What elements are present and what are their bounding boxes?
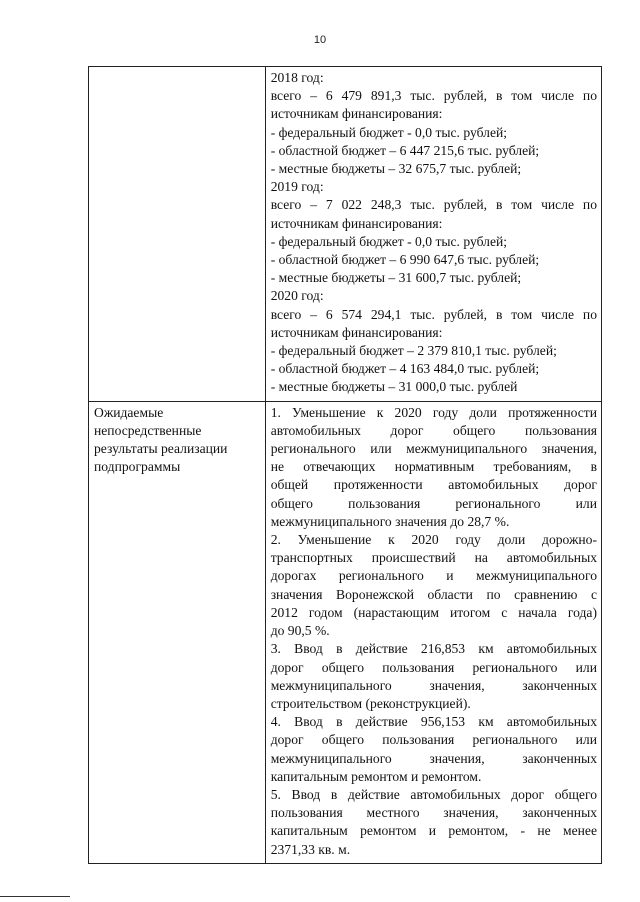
results-row: [89, 401, 602, 863]
result-line: 2. Уменьшение к 2020 году доли дорожно-: [270, 532, 597, 548]
funding-2020-sources: источникам финансирования:: [270, 324, 443, 340]
result-line: 5. Ввод в действие автомобильных дорог общего: [270, 786, 597, 802]
funding-2020-total: всего – 6 574 294,1 тыс. рублей, в том числе по: [270, 306, 597, 322]
funding-2018-sources: источникам финансирования:: [270, 106, 443, 122]
funding-2019-year: 2019 год:: [270, 179, 324, 195]
funding-2018-federal: - федеральный бюджет - 0,0 тыс. рублей;: [270, 124, 508, 140]
result-line: дорог общего пользования регионального или: [270, 732, 597, 748]
funding-2019-local: - местные бюджеты – 31 600,7 тыс. рублей;: [270, 270, 522, 286]
results-content-cell: [265, 401, 601, 863]
funding-2019-federal: - федеральный бюджет - 0,0 тыс. рублей;: [270, 233, 508, 249]
result-line: 1. Уменьшение к 2020 году доли протяженности: [270, 404, 597, 420]
funding-row: [89, 67, 602, 402]
funding-2018-local: - местные бюджеты – 32 675,7 тыс. рублей;: [270, 161, 522, 177]
result-item-4: [271, 713, 597, 786]
page-number: 10: [313, 34, 327, 46]
results-label-cell: [89, 401, 266, 863]
funding-label-cell: [89, 67, 266, 402]
result-line: межмуниципального значения, законченных: [270, 750, 597, 766]
funding-2020-federal: - федеральный бюджет – 2 379 810,1 тыс. рублей;: [270, 343, 557, 359]
result-line: транспортных происшествий на автомобильных: [270, 550, 597, 566]
funding-2019-regional: - областной бюджет – 6 990 647,6 тыс. рублей;: [270, 252, 540, 268]
result-line: межмуниципального значения до 28,7 %.: [270, 513, 510, 529]
result-line: общего пользования регионального или: [270, 495, 597, 511]
funding-2019-total: всего – 7 022 248,3 тыс. рублей, в том числе по: [270, 197, 597, 213]
result-item-1: [271, 404, 597, 531]
result-line: дорог общего пользования регионального или: [270, 659, 597, 675]
result-line: не отвечающих нормативным требованиям, в: [270, 459, 597, 475]
subprogram-passport-table: [88, 66, 602, 864]
result-line: общей протяженности автомобильных дорог: [270, 477, 597, 493]
result-line: 2371,33 кв. м.: [270, 841, 351, 857]
footer-rule: [0, 896, 70, 897]
results-label-line: подпрограммы: [94, 459, 181, 475]
results-label-line: Ожидаемые: [94, 404, 164, 420]
result-line: до 90,5 %.: [270, 623, 330, 639]
result-line: межмуниципального значения, законченных: [270, 677, 597, 693]
result-line: дорогах регионального и межмуниципального: [270, 568, 597, 584]
result-line: значения Воронежской области по сравнению с: [270, 586, 597, 602]
funding-2020-local: - местные бюджеты – 31 000,0 тыс. рублей: [270, 379, 518, 395]
result-item-3: [271, 640, 597, 713]
result-line: капитальным ремонтом и ремонтом.: [270, 768, 482, 784]
results-label-line: непосредственные: [94, 422, 202, 438]
result-item-5: [271, 786, 597, 859]
result-line: капитальным ремонтом и ремонтом, - не менее: [270, 823, 597, 839]
result-line: 2012 годом (нарастающим итогом с начала года): [270, 604, 597, 620]
funding-2020-regional: - областной бюджет – 4 163 484,0 тыс. рублей;: [270, 361, 540, 377]
funding-2020-year: 2020 год:: [270, 288, 324, 304]
funding-2019-sources: источникам финансирования:: [270, 215, 443, 231]
result-line: регионального или межмуниципального значения,: [270, 441, 597, 457]
funding-2018-regional: - областной бюджет – 6 447 215,6 тыс. рублей;: [270, 142, 540, 158]
funding-2018-total: всего – 6 479 891,3 тыс. рублей, в том числе по: [270, 88, 597, 104]
result-line: автомобильных дорог общего пользования: [270, 422, 597, 438]
result-line: 4. Ввод в действие 956,153 км автомобильных: [270, 714, 597, 730]
result-line: пользования местного значения, законченных: [270, 805, 597, 821]
result-line: строительством (реконструкцией).: [270, 695, 471, 711]
result-item-2: [271, 531, 597, 640]
funding-content-cell: [265, 67, 601, 402]
result-line: 3. Ввод в действие 216,853 км автомобильных: [270, 641, 597, 657]
results-label-line: результаты реализации: [94, 441, 228, 457]
funding-2018-year: 2018 год:: [270, 70, 324, 85]
